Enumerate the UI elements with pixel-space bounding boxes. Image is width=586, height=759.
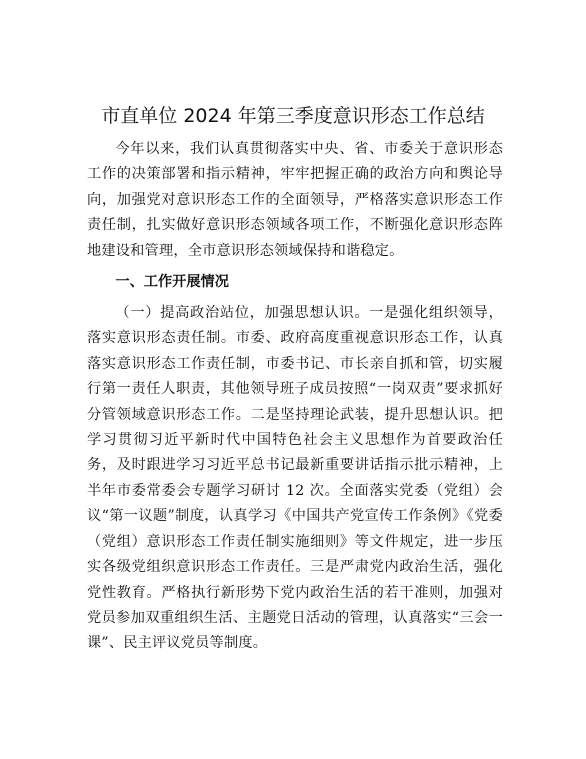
section-heading: 一、工作开展情况 [115,274,229,291]
paragraph-gap [87,264,503,266]
document-body [87,137,503,657]
section-paragraph: （一）提高政治站位，加强思想认识。一是强化组织领导，落实意识形态责任制。市委、政府高度重视意识形态工作，认真落实意识形态工作责任制，市委书记、市长亲自抓和管，切实履行第一责任人职责，其他领导班子成员按照“一岗双责”要求抓好分管领域意识形态工作。二是坚持理论武装，提升思想认识。把学习贯彻习近平新时代中国特色社会主义思想作为首要政治任务，及时跟进学习习近平总书记最新重要讲话指示批示精神，上半年市委常委会专题学习研讨 12 次。全面落实党委（党组）会议“第一议题”制度，认真学习《中国共产党宣传工作条例》《党委（党组）意识形态工作责任制实施细则》等文件规定，进一步压实各级党组织意识形态工作责任。三是严肃党内政治生活，强化党性教育。严格执行新形势下党内政治生活的若干准则，加强对党员参加双重组织生活、主题党日活动的管理，认真落实“三会一课”、民主评议党员等制度。 [87,305,503,652]
document-title: 市直单位 2024 年第三季度意识形态工作总结 [101,105,485,127]
intro-paragraph: 今年以来，我们认真贯彻落实中央、省、市委关于意识形态工作的决策部署和指示精神，牢牢把握正确的政治方向和舆论导向，加强党对意识形态工作的全面领导，严格落实意识形态工作责任制，扎实做好意识形态领域各项工作，不断强化意识形态阵地建设和管理，全市意识形态领域保持和谐稳定。 [87,141,503,259]
